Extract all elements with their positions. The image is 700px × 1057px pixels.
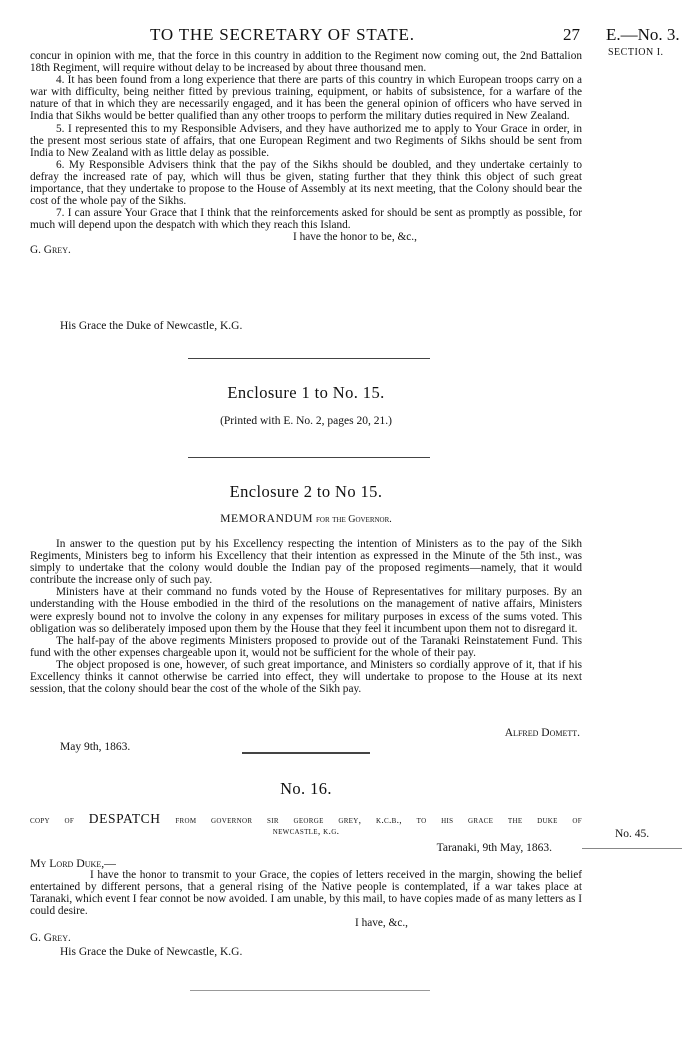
letter-signature: G. Grey. bbox=[30, 243, 71, 256]
memorandum-paragraph: The half-pay of the above regiments Ministers proposed to provide out of the Taranaki Reinstatement Fund. This fund with the other expenses chargeable upon it, would not be sufficient for the whole of their pay. bbox=[30, 634, 582, 659]
margin-note: No. 45. bbox=[615, 828, 650, 840]
despatch-paragraph: I have the honor to transmit to your Grace, the copies of letters received in the margin, showing the belief entertained by different persons, that a general rising of the Native people is contemplated, if a war takes place at Taranaki, which event I fear connot be now avoided. I am unable, by this mail, to have copies made of as many letters as I could desire. bbox=[30, 869, 582, 918]
letter-addressee: His Grace the Duke of Newcastle, K.G. bbox=[60, 320, 243, 332]
despatch-addressee: His Grace the Duke of Newcastle, K.G. bbox=[60, 946, 243, 958]
section-label: SECTION I. bbox=[608, 47, 664, 58]
memorandum-title: MEMORANDUM bbox=[220, 513, 314, 525]
memorandum-signature: Alfred Domett. bbox=[504, 727, 580, 739]
enclosure-2-heading: Enclosure 2 to No 15. bbox=[229, 482, 383, 501]
memorandum-paragraph: In answer to the question put by his Excellency respecting the intention of Ministers as to the pay of the Sikh Regiments, Ministers beg to inform his Excellency that their intention as expressed in the Minute of the 5th inst., was simply to undertake that the colony would double the Indian pay of the proposed regiments—namely, that it would contribute the increase only of such pay. bbox=[30, 538, 582, 587]
despatch-title-word: DESPATCH bbox=[88, 811, 161, 826]
letter-body bbox=[30, 50, 582, 256]
paper-reference: E.—No. 3. bbox=[606, 25, 680, 44]
despatch-body bbox=[30, 857, 582, 944]
memorandum-subtitle: for the Governor. bbox=[316, 514, 392, 525]
despatch-salutation: My Lord Duke,— bbox=[30, 856, 116, 870]
despatch-number-heading: No. 16. bbox=[280, 779, 332, 798]
memorandum-body bbox=[30, 538, 582, 695]
page-number: 27 bbox=[563, 25, 580, 44]
letter-paragraph: 4. It has been found from a long experience that there are parts of this country in which European troops carry on a war with difficulty, being neither fitted by previous training, equipment, or habits of subsistence, for a warfare of the nature of that in which they are necessarily engaged, and it has been the general opinion of officers who have served in India that Sikhs would be better qualified than any other troops to perform the military duties required in New Zealand. bbox=[30, 74, 582, 123]
enclosure-1-note: (Printed with E. No. 2, pages 20, 21.) bbox=[220, 415, 392, 427]
enclosure-1-heading: Enclosure 1 to No. 15. bbox=[227, 383, 385, 402]
despatch-closing: I have, &c., bbox=[355, 917, 409, 930]
divider bbox=[242, 752, 370, 754]
despatch-title-line-2: newcastle, k.g. bbox=[272, 827, 340, 837]
divider bbox=[188, 457, 430, 458]
letter-paragraph: 7. I can assure Your Grace that I think that the reinforcements asked for should be sent as promptly as possible, for much will depend upon the despatch with which they reach this Island. bbox=[30, 207, 582, 232]
despatch-title-line-1 bbox=[30, 811, 582, 827]
letter-closing: I have the honor to be, &c., bbox=[293, 231, 417, 244]
memorandum-heading bbox=[30, 513, 582, 525]
letter-paragraph: 6. My Responsible Advisers think that the pay of the Sikhs should be doubled, and they undertake certainly to defray the increased rate of pay, which will thus be given, stating further that they think this object of such great importance, that they undertake to propose to the House of Assembly at its next meeting, that the Colony should bear the cost of the whole pay of the Sikhs. bbox=[30, 158, 582, 208]
letter-paragraph: 5. I represented this to my Responsible Advisers, and they have authorized me to apply to Your Grace in order, in the present most serious state of affairs, that one European Regiment and two Regiments of Sikhs should be sent from India to New Zealand with as little delay as possible. bbox=[30, 122, 582, 159]
divider bbox=[190, 990, 430, 991]
despatch-title-rest: from governor sir george grey, k.c.b., to his grace the duke of bbox=[175, 816, 582, 826]
page-header-title: TO THE SECRETARY OF STATE. bbox=[150, 25, 415, 44]
despatch-place-date: Taranaki, 9th May, 1863. bbox=[436, 842, 552, 854]
despatch-signature: G. Grey. bbox=[30, 931, 71, 944]
margin-note-rule bbox=[582, 848, 682, 849]
despatch-title-copy-of: copy of bbox=[30, 816, 75, 826]
memorandum-paragraph: The object proposed is one, however, of such great importance, and Ministers so cordially approve of it, that if his Excellency thinks it cannot otherwise be carried into effect, they will undertake to propose to the House at its next session, that the colony should bear the cost of the whole of the Sikh pay. bbox=[30, 658, 582, 696]
divider bbox=[188, 358, 430, 359]
memorandum-date: May 9th, 1863. bbox=[60, 741, 131, 753]
letter-paragraph: concur in opinion with me, that the force in this country in addition to the Regiment now coming out, the 2nd Battalion 18th Regiment, will require without delay to be increased by about three thousand men. bbox=[30, 50, 582, 75]
memorandum-paragraph: Ministers have at their command no funds voted by the House of Representatives for military purposes. By an understanding with the House embodied in the third of the resolutions on the management of native affairs, Ministers were expresly bound not to involve the colony in any expenses for military purposes in excess of the sums voted. This obligation was so deliberately imposed upon them by the House that they feel it incumbent upon them not to disregard it. bbox=[30, 586, 582, 635]
